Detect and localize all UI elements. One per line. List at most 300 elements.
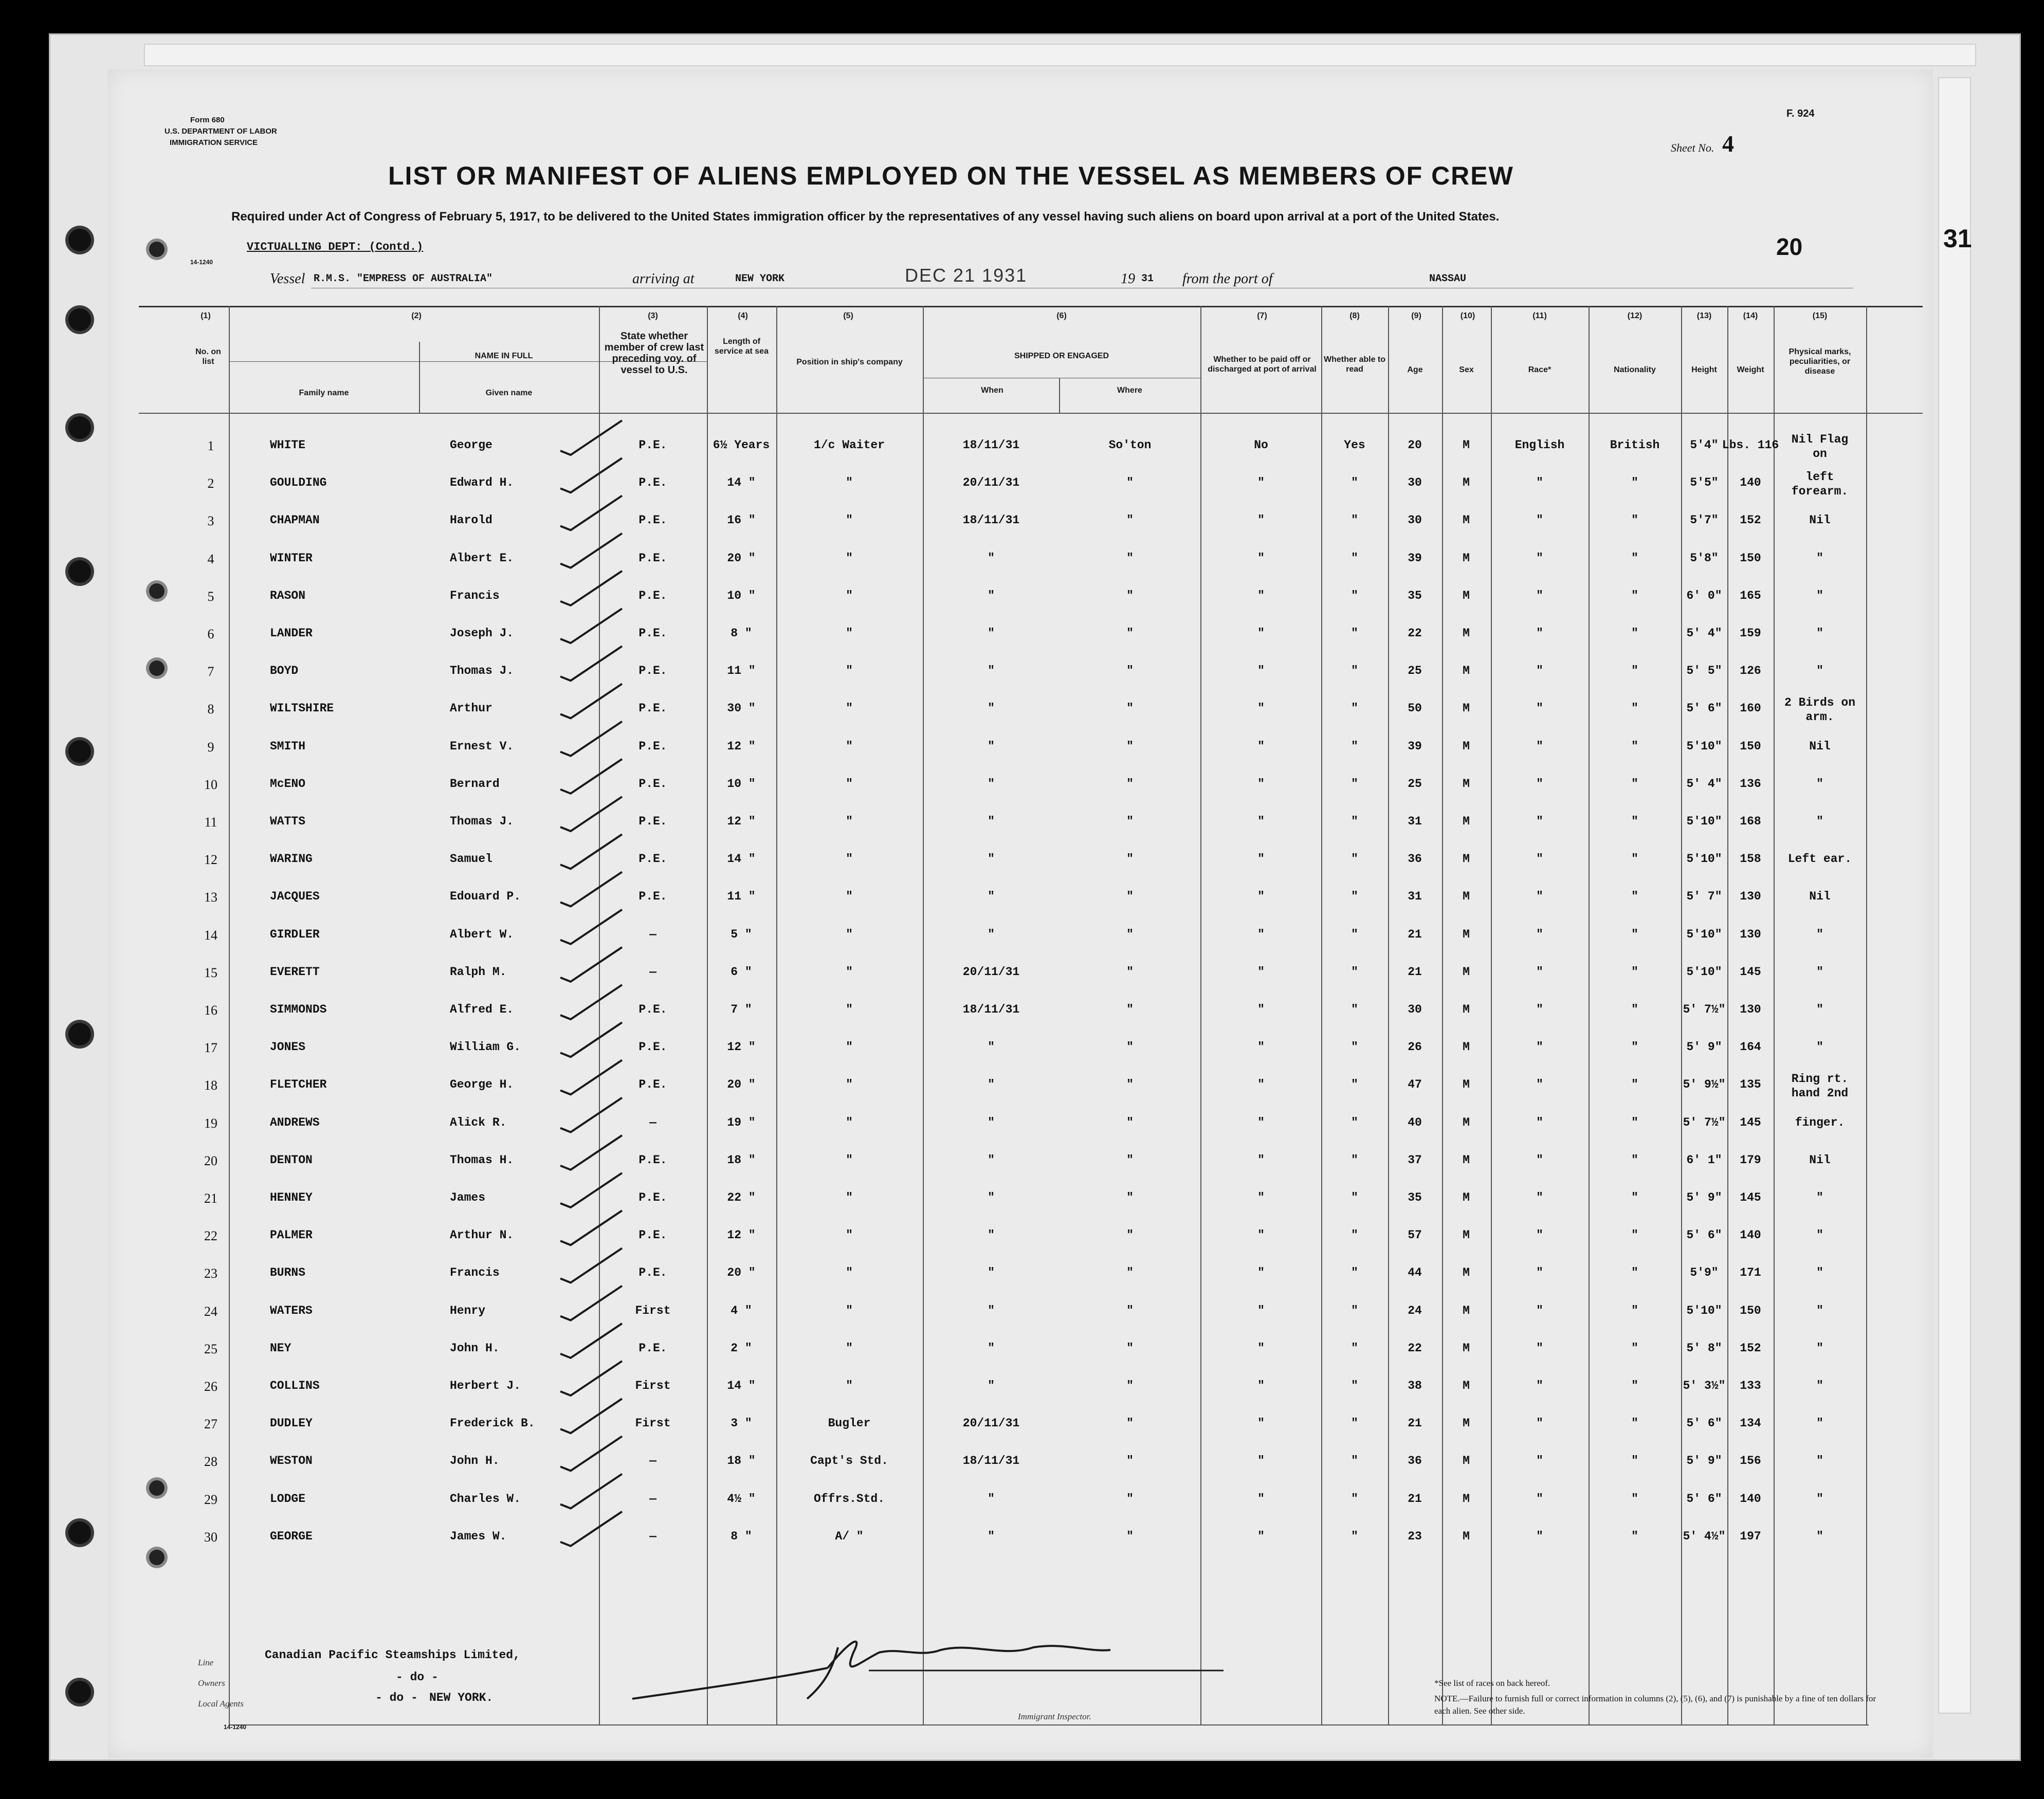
cell-height: 5' 4½" — [1683, 1529, 1726, 1543]
stacked-page-edge-right — [1938, 77, 1971, 1714]
cell-service: 20 " — [727, 1078, 756, 1092]
cell-prev: P.E. — [638, 664, 667, 678]
cell-height: 5'7" — [1690, 513, 1719, 527]
binder-hole — [68, 308, 91, 331]
cell-prev: P.E. — [638, 1040, 667, 1054]
check-mark — [560, 1512, 622, 1546]
cell-when: " — [988, 1266, 995, 1280]
cell-read: " — [1351, 1341, 1358, 1355]
cell-nationality: " — [1631, 815, 1638, 828]
cell-marks: " — [1816, 1191, 1823, 1204]
cell-height: 5' 6" — [1686, 702, 1722, 715]
cell-marks: Nil — [1809, 513, 1831, 527]
cell-prev: P.E. — [638, 739, 667, 753]
cell-where: " — [1126, 852, 1134, 866]
footer-agents-value: - do - — [375, 1691, 418, 1704]
cell-paid: " — [1257, 927, 1265, 941]
cell-paid: " — [1257, 1529, 1265, 1543]
cell-marks: " — [1816, 664, 1823, 678]
cell-age: 37 — [1408, 1153, 1422, 1167]
cell-sex: M — [1463, 1454, 1470, 1468]
cell-read: " — [1351, 927, 1358, 941]
cell-weight: 179 — [1740, 1153, 1761, 1167]
cell-when: 18/11/31 — [962, 438, 1020, 452]
cell-read: " — [1351, 890, 1358, 904]
cell-when: 20/11/31 — [962, 965, 1020, 979]
cell-service: 3 " — [731, 1417, 752, 1430]
cell-height: 5' 7" — [1686, 890, 1722, 904]
cell-family: SMITH — [270, 739, 306, 753]
cell-position: A/ " — [835, 1529, 864, 1543]
cell-weight: 152 — [1740, 513, 1761, 527]
cell-where: " — [1126, 1003, 1134, 1016]
cell-when: " — [988, 1529, 995, 1543]
cell-sex: M — [1463, 815, 1470, 828]
cell-sex: M — [1463, 1417, 1470, 1430]
cell-no: 14 — [204, 927, 217, 943]
col-number: (6) — [1056, 311, 1067, 320]
cell-weight: 140 — [1740, 1228, 1761, 1242]
cell-height: 5'10" — [1686, 815, 1722, 828]
cell-family: BURNS — [270, 1266, 306, 1280]
checkmark-layer — [108, 69, 1933, 1758]
cell-where: " — [1126, 1454, 1134, 1468]
cell-nationality: " — [1631, 1078, 1638, 1092]
cell-race: " — [1536, 1341, 1543, 1355]
cell-prev: P.E. — [638, 1153, 667, 1167]
cell-race: " — [1536, 852, 1543, 866]
col-number: (1) — [200, 311, 211, 320]
cell-where: " — [1126, 1492, 1134, 1506]
cell-age: 30 — [1408, 1003, 1422, 1016]
cell-height: 5' 3½" — [1683, 1379, 1726, 1392]
cell-when: " — [988, 551, 995, 565]
cell-when: " — [988, 702, 995, 715]
cell-marks: " — [1816, 1529, 1823, 1543]
races-note: *See list of races on back hereof. — [1434, 1678, 1550, 1688]
cell-where: " — [1126, 551, 1134, 565]
cell-age: 21 — [1408, 1417, 1422, 1430]
cell-given: Herbert J. — [450, 1379, 521, 1392]
cell-age: 36 — [1408, 852, 1422, 866]
cell-when: " — [988, 1191, 995, 1204]
cell-position: " — [846, 1153, 853, 1167]
check-mark — [560, 1286, 622, 1320]
header-length-of-service: Length of service at sea — [715, 337, 769, 356]
cell-no: 26 — [204, 1379, 217, 1394]
cell-when: " — [988, 1228, 995, 1242]
check-mark — [560, 571, 622, 605]
cell-sex: M — [1463, 927, 1470, 941]
binder-hole — [68, 1521, 91, 1544]
from-port: NASSAU — [1429, 273, 1467, 285]
cell-read: " — [1351, 1078, 1358, 1092]
cell-height: 5'4" — [1690, 438, 1719, 452]
cell-when: " — [988, 739, 995, 753]
cell-age: 30 — [1408, 513, 1422, 527]
cell-service: 12 " — [727, 1040, 756, 1054]
cell-marks: " — [1816, 1266, 1823, 1280]
cell-prev: P.E. — [638, 513, 667, 527]
cell-age: 35 — [1408, 589, 1422, 602]
year-value: 31 — [1141, 273, 1154, 285]
cell-where: " — [1126, 1191, 1134, 1204]
cell-given: Arthur — [450, 702, 492, 715]
cell-family: HENNEY — [270, 1191, 313, 1204]
check-mark — [560, 910, 622, 944]
margin-page-number: 31 — [1943, 224, 1972, 253]
cell-where: So'ton — [1108, 438, 1152, 452]
header-shipped-or-engaged: SHIPPED OR ENGAGED — [1014, 352, 1109, 360]
cell-age: 30 — [1408, 476, 1422, 490]
cell-no: 4 — [207, 551, 214, 566]
cell-height: 5' 9" — [1686, 1454, 1722, 1468]
header-nationality: Nationality — [1614, 365, 1656, 374]
cell-where: " — [1126, 1417, 1134, 1430]
check-mark — [560, 797, 622, 831]
cell-no: 15 — [204, 965, 217, 980]
cell-race: " — [1536, 1266, 1543, 1280]
cell-race: " — [1536, 702, 1543, 715]
cell-height: 5' 6" — [1686, 1417, 1722, 1430]
cell-read: " — [1351, 1492, 1358, 1506]
cell-height: 5'10" — [1686, 739, 1722, 753]
cell-nationality: " — [1631, 965, 1638, 979]
cell-position: " — [846, 551, 853, 565]
cell-race: " — [1536, 815, 1543, 828]
cell-where: " — [1126, 1304, 1134, 1317]
cell-when: " — [988, 1341, 995, 1355]
cell-prev: First — [635, 1417, 671, 1430]
check-mark — [560, 646, 622, 681]
cell-when: " — [988, 852, 995, 866]
cell-position: " — [846, 815, 853, 828]
cell-family: DENTON — [270, 1153, 313, 1167]
cell-when: " — [988, 1304, 995, 1317]
cell-prev: P.E. — [638, 627, 667, 640]
cell-paid: " — [1257, 890, 1265, 904]
cell-position: " — [846, 1228, 853, 1242]
cell-weight: 152 — [1740, 1341, 1761, 1355]
cell-no: 20 — [204, 1153, 217, 1168]
cell-race: " — [1536, 513, 1543, 527]
cell-when: 20/11/31 — [962, 1417, 1020, 1430]
cell-weight: 130 — [1740, 1003, 1761, 1016]
cell-where: " — [1126, 1266, 1134, 1280]
cell-given: Francis — [450, 1266, 500, 1280]
cell-when: 18/11/31 — [962, 513, 1020, 527]
cell-age: 57 — [1408, 1228, 1422, 1242]
col-number: (7) — [1257, 311, 1267, 320]
cell-service: 10 " — [727, 777, 756, 791]
cell-height: 5' 9½" — [1683, 1078, 1726, 1092]
from-port-label: from the port of — [1182, 271, 1273, 287]
cell-height: 5' 9" — [1686, 1191, 1722, 1204]
cell-marks: Nil — [1809, 739, 1831, 753]
cell-prev: P.E. — [638, 551, 667, 565]
cell-weight: 140 — [1740, 1492, 1761, 1506]
cell-where: " — [1126, 1228, 1134, 1242]
cell-family: GOULDING — [270, 476, 327, 490]
cell-sex: M — [1463, 1529, 1470, 1543]
cell-sex: M — [1463, 664, 1470, 678]
col-number: (13) — [1696, 311, 1712, 320]
cell-marks: Left ear. — [1787, 852, 1852, 866]
cell-position: " — [846, 927, 853, 941]
cell-age: 22 — [1408, 627, 1422, 640]
cell-marks: " — [1816, 1417, 1823, 1430]
header-weight: Weight — [1737, 365, 1764, 374]
cell-age: 21 — [1408, 1492, 1422, 1506]
cell-service: 11 " — [727, 890, 756, 904]
footer-note: NOTE.—Failure to furnish full or correct information in columns (2), (5), (6), and (7) is punishable by a fine of ten dollars for each alien. See other side. — [1434, 1694, 1876, 1716]
cell-given: John H. — [450, 1341, 500, 1355]
check-mark — [560, 534, 622, 568]
cell-family: WESTON — [270, 1454, 313, 1468]
cell-weight: 171 — [1740, 1266, 1761, 1280]
cell-prev: — — [649, 927, 656, 941]
cell-no: 3 — [207, 513, 214, 529]
cell-race: " — [1536, 1003, 1543, 1016]
cell-family: DUDLEY — [270, 1417, 313, 1430]
check-mark — [560, 420, 622, 455]
cell-paid: " — [1257, 1228, 1265, 1242]
cell-service: 10 " — [727, 589, 756, 602]
footer-owners-value: - do - — [396, 1670, 439, 1684]
cell-given: Harold — [450, 513, 492, 527]
cell-race: " — [1536, 589, 1543, 602]
cell-position: " — [846, 777, 853, 791]
cell-position: 1/c Waiter — [813, 438, 885, 452]
cell-sex: M — [1463, 777, 1470, 791]
cell-where: " — [1126, 1379, 1134, 1392]
requirement-text: Required under Act of Congress of February 5, 1917, to be delivered to the United States immigration officer by the representatives of any vessel having such aliens on board upon arrival at a port of the United States. — [231, 210, 1500, 224]
cell-read: " — [1351, 1003, 1358, 1016]
col-number: (3) — [648, 311, 658, 320]
cell-prev: P.E. — [638, 852, 667, 866]
cell-prev: P.E. — [638, 1228, 667, 1242]
check-mark — [560, 684, 622, 718]
arriving-port: NEW YORK — [735, 273, 785, 285]
cell-when: " — [988, 777, 995, 791]
cell-given: James — [450, 1191, 486, 1204]
cell-service: 8 " — [731, 627, 752, 640]
cell-no: 16 — [204, 1003, 217, 1018]
col-number: (12) — [1627, 311, 1642, 320]
cell-weight: 136 — [1740, 777, 1761, 791]
cell-where: " — [1126, 1115, 1134, 1129]
cell-where: " — [1126, 1529, 1134, 1543]
cell-no: 2 — [207, 476, 214, 491]
header-race: Race* — [1528, 365, 1552, 374]
cell-weight: 197 — [1740, 1529, 1761, 1543]
manifest-title: LIST OR MANIFEST OF ALIENS EMPLOYED ON THE VESSEL AS MEMBERS OF CREW — [388, 161, 1514, 190]
cell-sex: M — [1463, 1003, 1470, 1016]
cell-no: 19 — [204, 1115, 217, 1131]
cell-read: " — [1351, 1153, 1358, 1167]
cell-position: " — [846, 1115, 853, 1129]
cell-weight: 130 — [1740, 890, 1761, 904]
cell-race: English — [1514, 438, 1565, 452]
cell-service: 14 " — [727, 852, 756, 866]
cell-sex: M — [1463, 476, 1470, 490]
cell-read: " — [1351, 513, 1358, 527]
cell-position: " — [846, 589, 853, 602]
cell-service: 16 " — [727, 513, 756, 527]
cell-nationality: " — [1631, 1191, 1638, 1204]
cell-position: " — [846, 664, 853, 678]
cell-age: 50 — [1408, 702, 1422, 715]
check-mark — [560, 1399, 622, 1433]
cell-race: " — [1536, 1040, 1543, 1054]
check-mark — [560, 1173, 622, 1207]
cell-prev: P.E. — [638, 1003, 667, 1016]
cell-given: Francis — [450, 589, 500, 602]
cell-given: Thomas J. — [450, 815, 514, 828]
cell-marks: finger. — [1795, 1115, 1845, 1129]
header-physical-marks: Physical marks, peculiarities, or disease — [1788, 347, 1851, 376]
cell-when: 18/11/31 — [962, 1454, 1020, 1468]
cell-where: " — [1126, 927, 1134, 941]
cell-where: " — [1126, 1078, 1134, 1092]
service-name: IMMIGRATION SERVICE — [170, 138, 258, 147]
cell-height: 5' 6" — [1686, 1228, 1722, 1242]
cell-paid: " — [1257, 1040, 1265, 1054]
cell-nationality: " — [1631, 1266, 1638, 1280]
cell-paid: " — [1257, 551, 1265, 565]
cell-when: " — [988, 1040, 995, 1054]
cell-sex: M — [1463, 1115, 1470, 1129]
cell-when: " — [988, 1379, 995, 1392]
cell-marks: " — [1816, 589, 1823, 602]
cell-age: 31 — [1408, 890, 1422, 904]
cell-read: " — [1351, 702, 1358, 715]
cell-age: 35 — [1408, 1191, 1422, 1204]
cell-prev: P.E. — [638, 1266, 667, 1280]
check-mark — [560, 947, 622, 982]
header-age: Age — [1407, 365, 1423, 374]
cell-when: 20/11/31 — [962, 476, 1020, 490]
cell-given: George H. — [450, 1078, 514, 1092]
cell-no: 11 — [204, 815, 217, 830]
cell-paid: " — [1257, 702, 1265, 715]
cell-where: " — [1126, 1153, 1134, 1167]
cell-service: 12 " — [727, 815, 756, 828]
cell-height: 5' 4" — [1686, 777, 1722, 791]
cell-marks: " — [1816, 551, 1823, 565]
cell-nationality: " — [1631, 702, 1638, 715]
cell-nationality: " — [1631, 1228, 1638, 1242]
cell-age: 21 — [1408, 927, 1422, 941]
cell-marks: " — [1816, 777, 1823, 791]
cell-position: " — [846, 476, 853, 490]
cell-read: " — [1351, 664, 1358, 678]
cell-when: " — [988, 1492, 995, 1506]
cell-prev: — — [649, 1492, 656, 1506]
cell-position: " — [846, 1379, 853, 1392]
cell-race: " — [1536, 1115, 1543, 1129]
cell-age: 25 — [1408, 777, 1422, 791]
cell-height: 5' 7½" — [1683, 1115, 1726, 1129]
cell-race: " — [1536, 1191, 1543, 1204]
cell-age: 21 — [1408, 965, 1422, 979]
footer-line-label: Line — [198, 1658, 214, 1667]
cell-age: 39 — [1408, 551, 1422, 565]
cell-family: NEY — [270, 1341, 291, 1355]
check-mark — [560, 458, 622, 492]
cell-no: 25 — [204, 1341, 217, 1356]
cell-weight: 150 — [1740, 551, 1761, 565]
cell-sex: M — [1463, 1492, 1470, 1506]
cell-nationality: " — [1631, 1153, 1638, 1167]
cell-paid: No — [1254, 438, 1268, 452]
check-mark — [560, 609, 622, 643]
col-number: (4) — [738, 311, 748, 320]
cell-read: " — [1351, 1040, 1358, 1054]
cell-weight: 165 — [1740, 589, 1761, 602]
cell-prev: P.E. — [638, 438, 667, 452]
cell-prev: P.E. — [638, 476, 667, 490]
cell-position: Capt's Std. — [810, 1454, 888, 1468]
check-mark — [560, 1474, 622, 1509]
cell-race: " — [1536, 1228, 1543, 1242]
cell-height: 5' 7½" — [1683, 1003, 1726, 1016]
cell-position: " — [846, 965, 853, 979]
cell-marks: " — [1816, 1454, 1823, 1468]
cell-read: Yes — [1344, 438, 1365, 452]
cell-sex: M — [1463, 1191, 1470, 1204]
cell-marks: " — [1816, 927, 1823, 941]
cell-given: William G. — [450, 1040, 521, 1054]
cell-prev: P.E. — [638, 777, 667, 791]
cell-prev: — — [649, 1115, 656, 1129]
cell-nationality: " — [1631, 1040, 1638, 1054]
cell-read: " — [1351, 1115, 1358, 1129]
cell-service: 22 " — [727, 1191, 756, 1204]
cell-weight: 134 — [1740, 1417, 1761, 1430]
header-sex: Sex — [1459, 365, 1474, 374]
cell-prev: — — [649, 1529, 656, 1543]
cell-paid: " — [1257, 1417, 1265, 1430]
cell-when: " — [988, 627, 995, 640]
arriving-label: arriving at — [632, 271, 695, 287]
cell-position: " — [846, 1078, 853, 1092]
cell-where: " — [1126, 1040, 1134, 1054]
cell-sex: M — [1463, 1040, 1470, 1054]
cell-service: 18 " — [727, 1153, 756, 1167]
cell-weight: 150 — [1740, 1304, 1761, 1317]
cell-race: " — [1536, 965, 1543, 979]
check-mark — [560, 1324, 622, 1358]
header-name-in-full: NAME IN FULL — [474, 352, 533, 360]
cell-no: 5 — [207, 589, 214, 604]
cell-service: 6 " — [731, 965, 752, 979]
cell-weight: 159 — [1740, 627, 1761, 640]
cell-nationality: " — [1631, 664, 1638, 678]
cell-sex: M — [1463, 1153, 1470, 1167]
cell-family: PALMER — [270, 1228, 313, 1242]
cell-paid: " — [1257, 1454, 1265, 1468]
cell-position: " — [846, 852, 853, 866]
check-mark — [560, 1060, 622, 1094]
cell-nationality: " — [1631, 739, 1638, 753]
cell-where: " — [1126, 476, 1134, 490]
check-mark — [560, 1248, 622, 1282]
cell-nationality: " — [1631, 1492, 1638, 1506]
cell-paid: " — [1257, 1191, 1265, 1204]
cell-read: " — [1351, 965, 1358, 979]
col-number: (2) — [411, 311, 422, 320]
